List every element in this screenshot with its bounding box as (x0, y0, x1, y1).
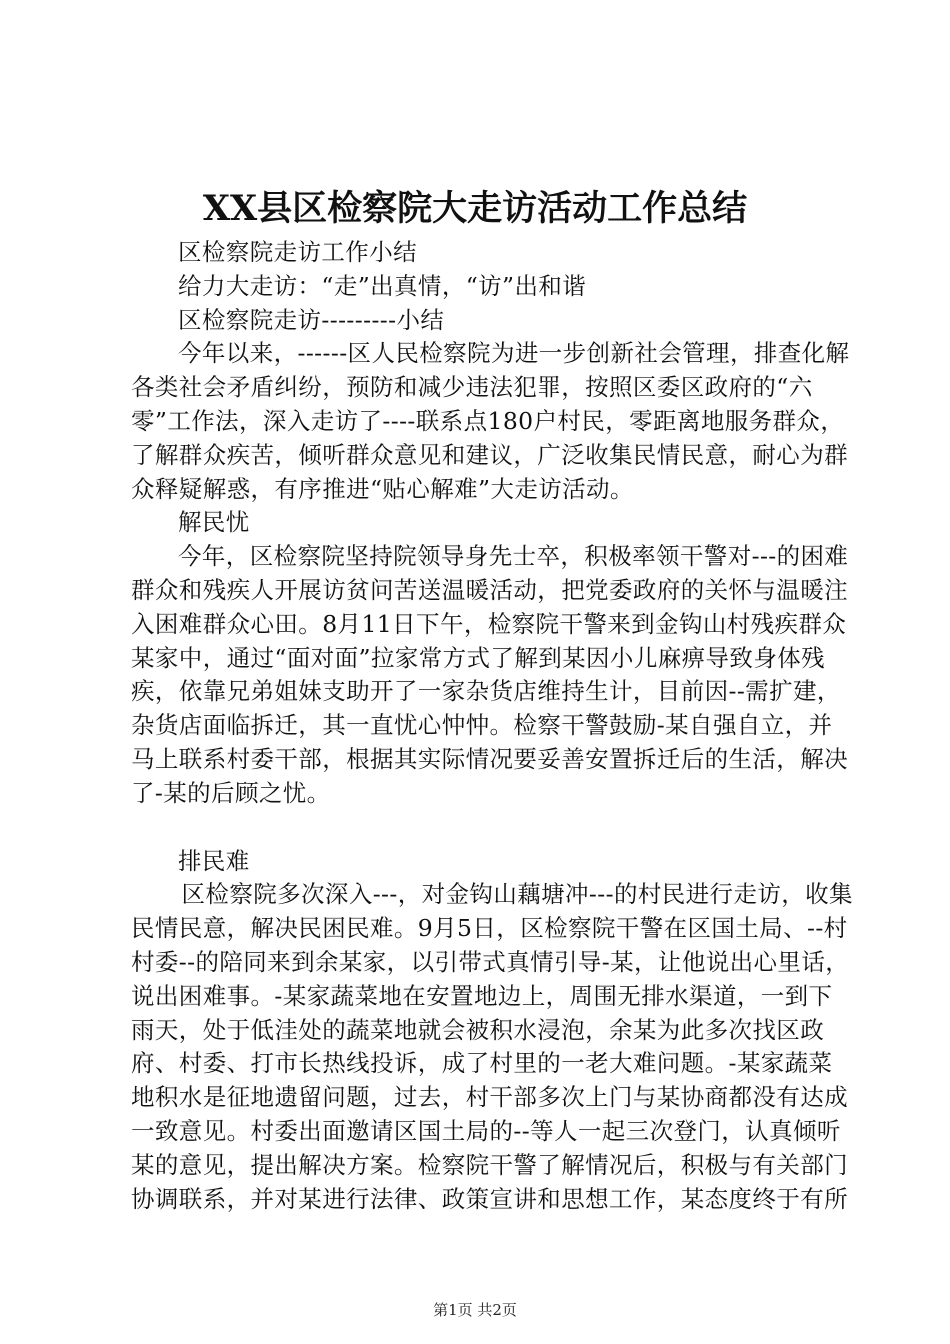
paragraph-spacer (131, 811, 855, 845)
section-heading-paimin: 排民难 (178, 846, 250, 875)
subtitle-line-3: 区检察院走访---------小结 (178, 305, 445, 334)
document-title: XX县区检察院大走访活动工作总结 (202, 188, 748, 229)
subtitle-line-2: 给力大走访：“走”出真情，“访”出和谐 (178, 271, 587, 300)
section-heading-jiemin: 解民忧 (178, 508, 250, 537)
intro-paragraph: 今年以来，------区人民检察院为进一步创新社会管理，排查化解各类社会矛盾纠纷，预防和减少违法犯罪，按照区委区政府的“六零”工作法，深入走访了----联系点180户村民，零距离地服务群众，了解群众疾苦，倾听群众意见和建议，广泛收集民情民意，耐心为群众释疑解惑，有序推进“贴心解难”大走访活动。 (131, 339, 850, 503)
section-paragraph-jiemin: 今年，区检察院坚持院领导身先士卒，积极率领干警对---的困难群众和残疾人开展访贫问苦送温暖活动，把党委政府的关怀与温暖注入困难群众心田。8月11日下午，检察院干警来到金钩山村残疾群众某家中，通过“面对面”拉家常方式了解到某因小儿麻痹导致身体残疾，依靠兄弟姐妹支助开了一家杂货店维持生计，目前因--需扩建，杂货店面临拆迁，其一直忧心忡忡。检察干警鼓励-某自强自立，并马上联系村委干部，根据其实际情况要妥善安置拆迁后的生活，解决了-某的后顾之忧。 (131, 542, 849, 807)
page-footer: 第1页 共2页 (433, 1301, 517, 1319)
section-paragraph-paimin: 区检察院多次深入---，对金钩山藕塘冲---的村民进行走访，收集民情民意，解决民困民难。9月5日，区检察院干警在区国土局、--村村委--的陪同来到余某家，以引带式真情引导-某，让他说出心里话，说出困难事。-某家蔬菜地在安置地边上，周围无排水渠道，一到下雨天，处于低洼处的蔬菜地就会被积水浸泡，余某为此多次找区政府、村委、打市长热线投诉，成了村里的一老大难问题。-某家蔬菜地积水是征地遗留问题，过去，村干部多次上门与某协商都没有达成一致意见。村委出面邀请区国土局的--等人一起三次登门，认真倾听某的意见，提出解决方案。检察院干警了解情况后，积极与有关部门协调联系，并对某进行法律、政策宣讲和思想工作，某态度终于有所 (131, 880, 853, 1213)
subtitle-line-1: 区检察院走访工作小结 (178, 238, 417, 266)
document-body (131, 236, 855, 1216)
